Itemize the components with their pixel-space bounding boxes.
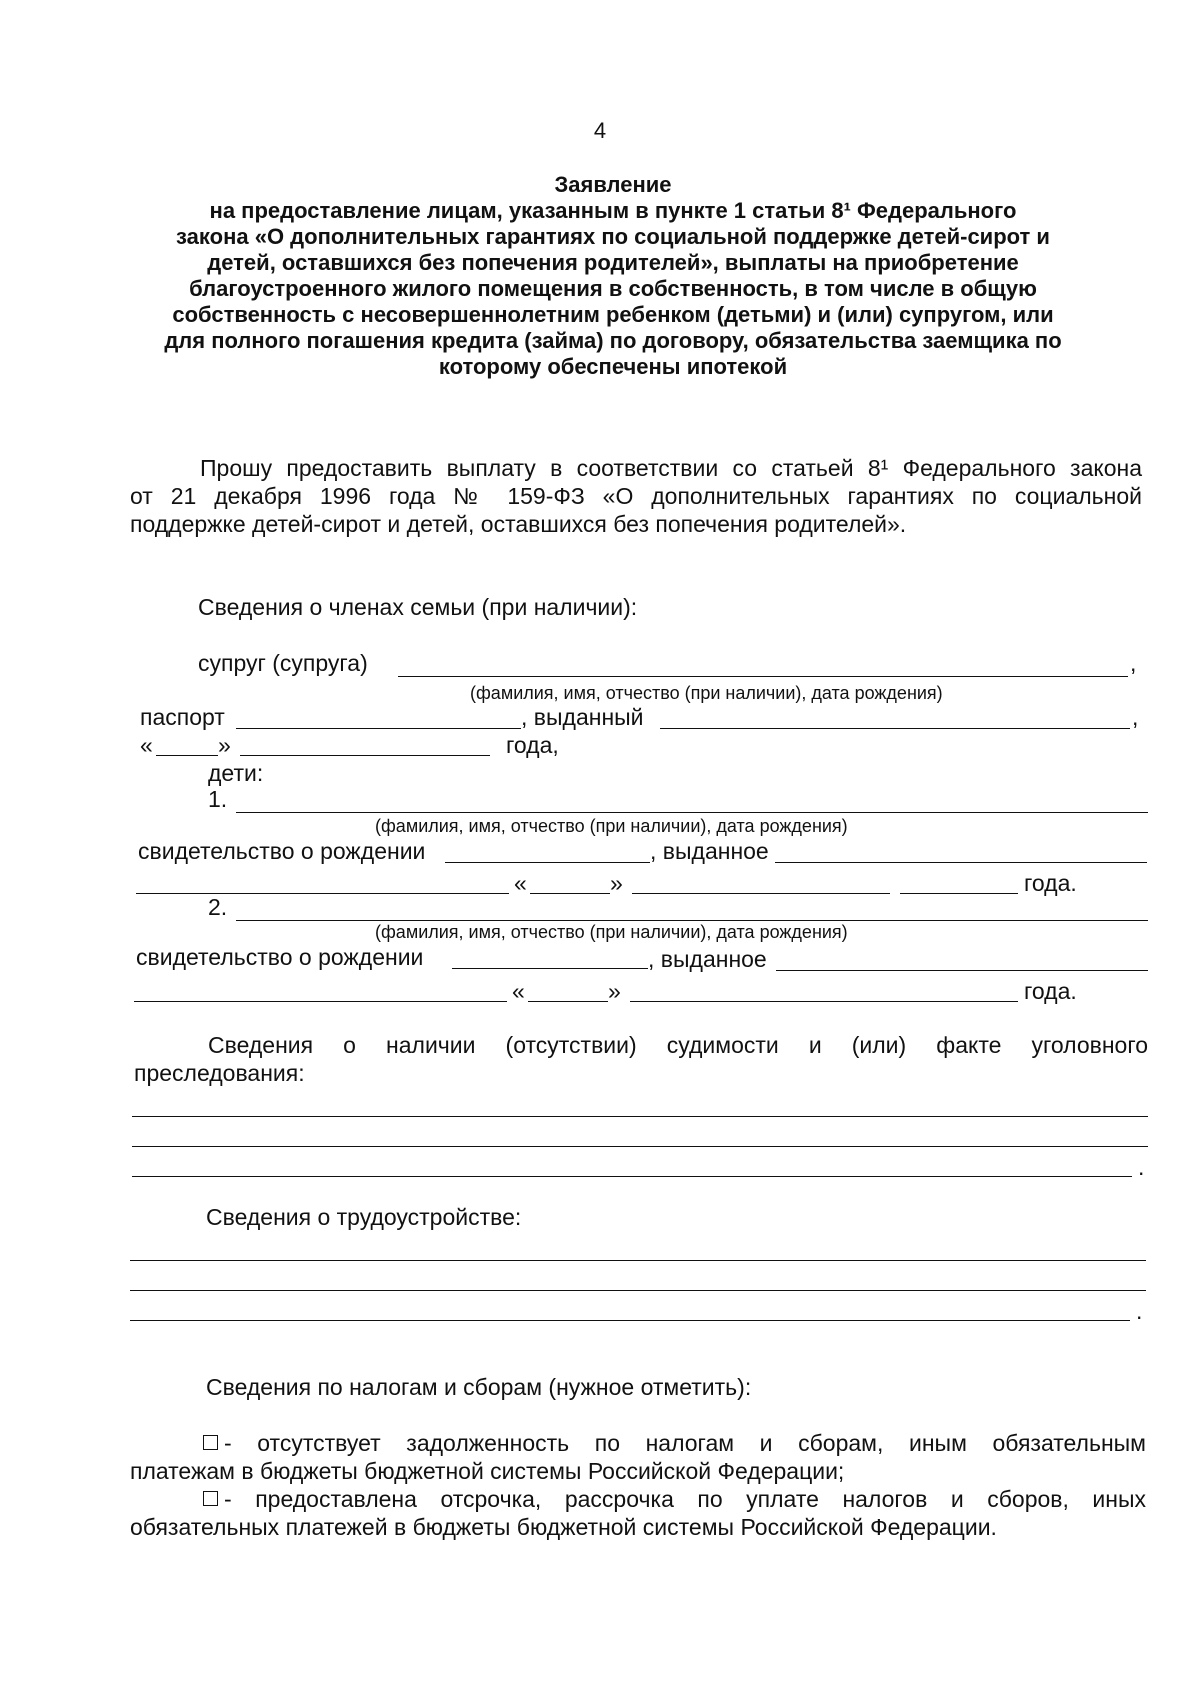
tax-option-2-checkbox[interactable] [203, 1491, 218, 1506]
page-number: 4 [593, 118, 607, 143]
issued-label: , выданное [650, 838, 769, 864]
quote-close: » [218, 732, 231, 758]
period: . [1136, 1298, 1143, 1324]
employment-input-line-3[interactable] [130, 1320, 1130, 1321]
period: . [1138, 1154, 1145, 1180]
subtitle-line: для полного погашения кредита (займа) по договору, обязательства заемщика по [164, 328, 1062, 353]
subtitle-line: детей, оставшихся без попечения родителей», выплаты на приобретение [207, 250, 1019, 275]
spouse-label: супруг (супруга) [198, 650, 368, 676]
year-label: года. [1024, 870, 1077, 896]
passport-label: паспорт [140, 704, 225, 730]
child-2-day-input-line[interactable] [528, 1001, 608, 1002]
employment-input-line-1[interactable] [130, 1260, 1146, 1261]
subtitle-line: на предоставление лицам, указанным в пункте 1 статьи 8¹ Федерального [209, 198, 1017, 223]
tax-option-2-line1: - предоставлена отсрочка, рассрочка по уплате налогов и сборов, иных [224, 1486, 1146, 1512]
quote-open: « [512, 978, 525, 1004]
child-1-day-input-line[interactable] [530, 893, 610, 894]
child-1-input-line[interactable] [236, 812, 1148, 813]
issued-label: , выданный [521, 704, 644, 730]
taxes-heading: Сведения по налогам и сборам (нужное отметить): [206, 1374, 752, 1400]
child-1-year-input-line[interactable] [900, 893, 1018, 894]
tax-option-1 [203, 1430, 222, 1457]
child-2-cert-input-line[interactable] [452, 968, 648, 969]
tax-option-1-checkbox[interactable] [203, 1435, 218, 1450]
child-1-cert-input-line[interactable] [445, 862, 650, 863]
issued-label: , выданное [648, 946, 767, 972]
passport-date-input-line[interactable] [240, 755, 490, 756]
tax-option-1-line2: платежам в бюджеты бюджетной системы Российской Федерации; [130, 1458, 845, 1484]
employment-heading: Сведения о трудоустройстве: [206, 1204, 522, 1230]
family-heading: Сведения о членах семьи (при наличии): [198, 594, 638, 620]
child-2-issuer-input-line[interactable] [776, 970, 1148, 971]
quote-open: « [140, 732, 153, 758]
subtitle-line: закона «О дополнительных гарантиях по социальной поддержке детей-сирот и [176, 224, 1050, 249]
child-1-issuer-input-line[interactable] [775, 862, 1147, 863]
criminal-input-line-3[interactable] [132, 1176, 1132, 1177]
birth-cert-label: свидетельство о рождении [138, 838, 426, 864]
quote-close: » [610, 870, 623, 896]
criminal-input-line-2[interactable] [132, 1146, 1148, 1147]
child-2-input-line[interactable] [236, 920, 1148, 921]
year-label: года. [1024, 978, 1077, 1004]
tax-option-1-line1: - отсутствует задолженность по налогам и сборам, иным обязательным [224, 1430, 1146, 1456]
year-label: года, [506, 732, 559, 758]
request-line: Прошу предоставить выплату в соответствии со статьей 8¹ Федерального закона [200, 455, 1142, 481]
child-1-number: 1. [208, 786, 228, 812]
subtitle-line: собственность с несовершеннолетним ребенком (детьми) и (или) супругом, или [172, 302, 1054, 327]
passport-input-line[interactable] [236, 728, 521, 729]
criminal-heading-line1: Сведения о наличии (отсутствии) судимости и (или) факте уголовного [208, 1032, 1148, 1058]
criminal-input-line-1[interactable] [132, 1116, 1148, 1117]
criminal-heading-line2: преследования: [134, 1060, 305, 1086]
birth-cert-label: свидетельство о рождении [136, 944, 424, 970]
tax-option-2-line2: обязательных платежей в бюджеты бюджетной системы Российской Федерации. [130, 1514, 997, 1540]
request-line: от 21 декабря 1996 года № 159-ФЗ «О дополнительных гарантиях по социальной [130, 483, 1142, 509]
fio-hint: (фамилия, имя, отчество (при наличии), дата рождения) [375, 922, 848, 942]
child-2-number: 2. [208, 894, 228, 920]
comma: , [1132, 704, 1139, 730]
spouse-input-line[interactable] [398, 676, 1128, 677]
quote-open: « [514, 870, 527, 896]
tax-option-2 [203, 1486, 222, 1513]
passport-issuer-input-line[interactable] [660, 728, 1130, 729]
subtitle-line: благоустроенного жилого помещения в собственность, в том числе в общую [189, 276, 1037, 301]
subtitle-line: которому обеспечены ипотекой [438, 354, 788, 379]
child-1-month-input-line[interactable] [632, 893, 890, 894]
child-2-date-input-line[interactable] [630, 1001, 1018, 1002]
fio-hint: (фамилия, имя, отчество (при наличии), дата рождения) [470, 683, 943, 703]
passport-day-input-line[interactable] [156, 755, 218, 756]
quote-close: » [608, 978, 621, 1004]
children-label: дети: [208, 760, 264, 786]
title-block [148, 172, 1078, 380]
child-1-issuer-input-line-2[interactable] [136, 893, 509, 894]
child-2-issuer-input-line-2[interactable] [134, 1001, 507, 1002]
fio-hint: (фамилия, имя, отчество (при наличии), дата рождения) [375, 816, 848, 836]
comma: , [1130, 650, 1137, 676]
request-line: поддержке детей-сирот и детей, оставшихся без попечения родителей». [130, 511, 907, 537]
employment-input-line-2[interactable] [130, 1290, 1146, 1291]
document-title: Заявление [554, 172, 672, 197]
